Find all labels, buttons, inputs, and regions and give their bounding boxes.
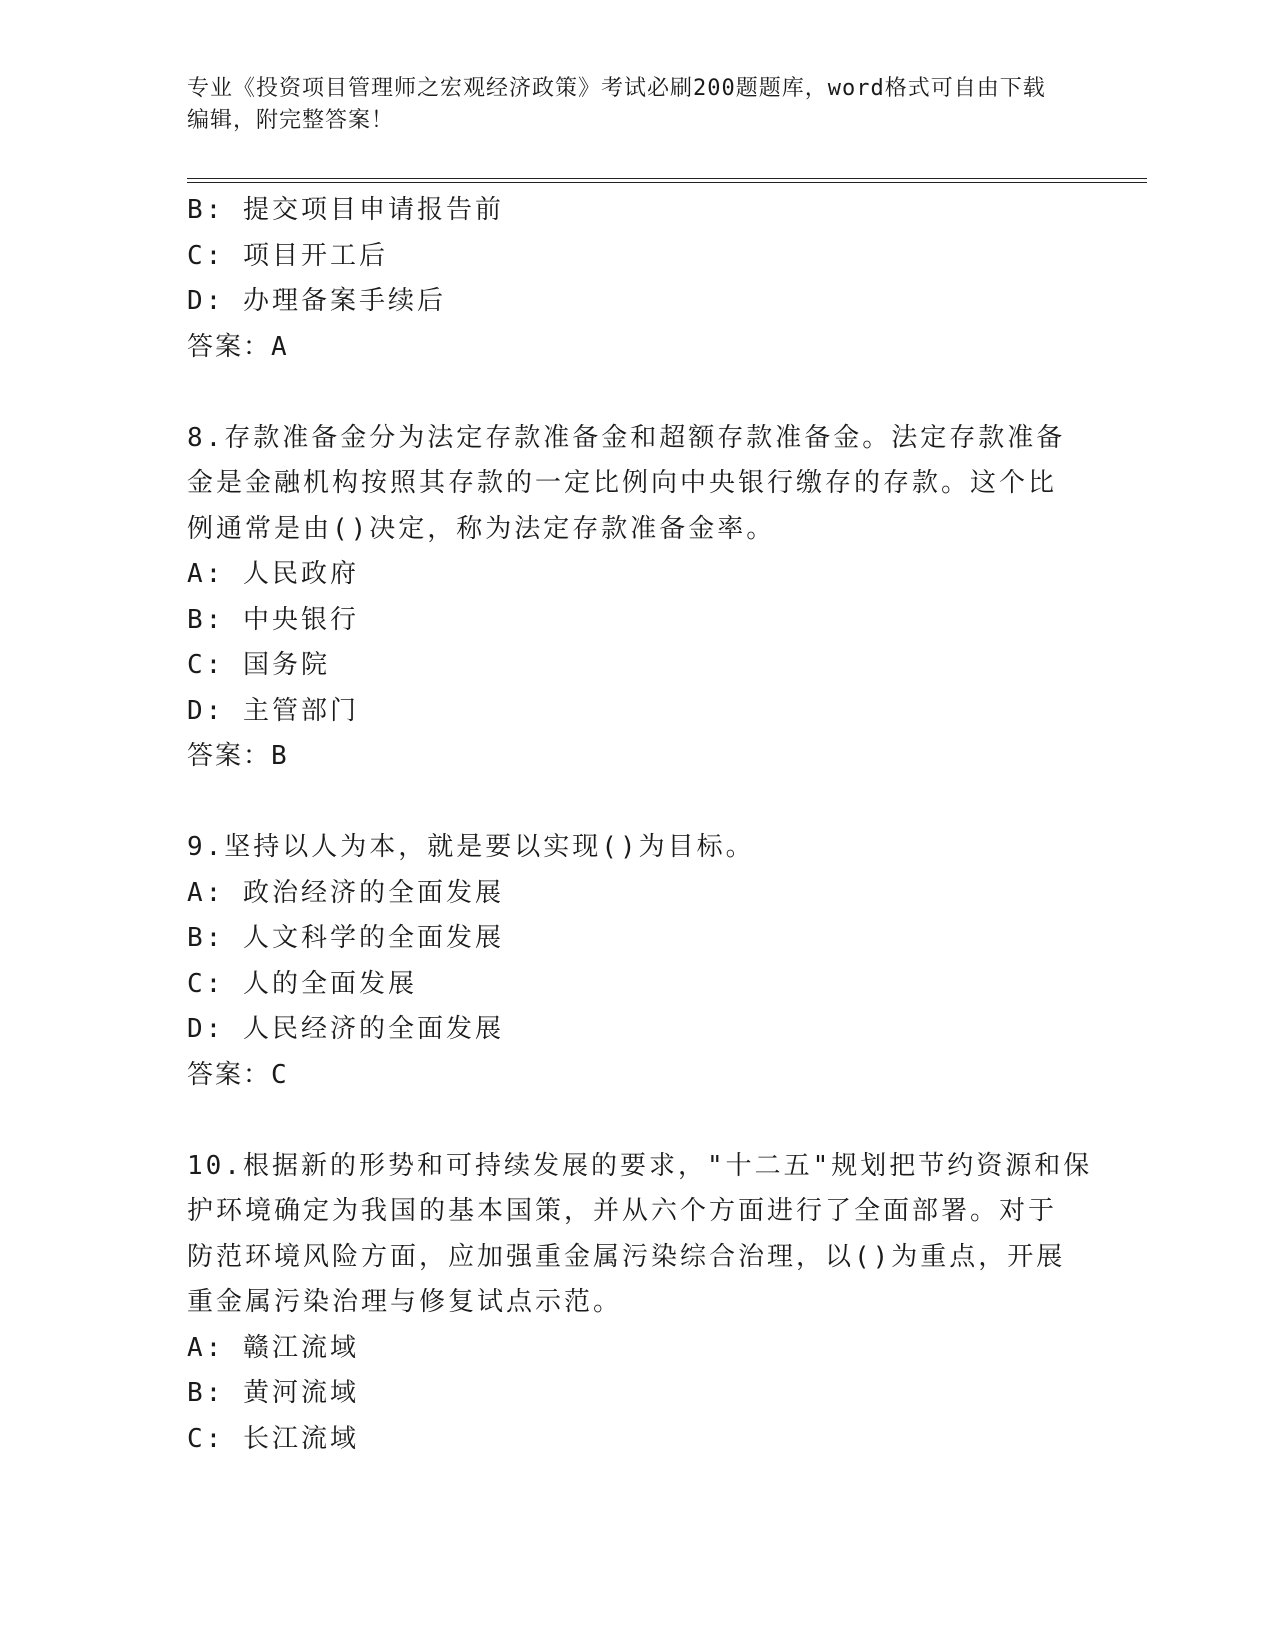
header-divider: [187, 178, 1147, 183]
option-c: C: 长江流域: [187, 1423, 359, 1454]
answer-line: 答案：A: [187, 331, 289, 362]
option-b: B: 提交项目申请报告前: [187, 195, 504, 225]
option-d: D: 办理备案手续后: [187, 286, 446, 316]
option-a: A: 政治经济的全面发展: [187, 877, 504, 908]
question-10-line-4: 重金属污染治理与修复试点示范。: [187, 1287, 623, 1317]
question-8-line-3: 例通常是由()决定，称为法定存款准备金率。: [187, 513, 776, 544]
answer-line: 答案：B: [187, 741, 289, 771]
spacer: [187, 370, 1147, 416]
option-d: D: 人民经济的全面发展: [187, 1014, 504, 1044]
question-10-line-1: 10.根据新的形势和可持续发展的要求，"十二五"规划把节约资源和保: [187, 1150, 1093, 1181]
question-10-line-2: 护环境确定为我国的基本国策，并从六个方面进行了全面部署。对于: [187, 1196, 1058, 1226]
option-d: D: 主管部门: [187, 695, 359, 726]
option-c: C: 项目开工后: [187, 240, 388, 271]
option-b: B: 黄河流域: [187, 1378, 359, 1408]
question-10-line-3: 防范环境风险方面，应加强重金属污染综合治理，以()为重点，开展: [187, 1241, 1066, 1272]
option-a: A: 人民政府: [187, 559, 359, 589]
spacer: [187, 1098, 1147, 1144]
question-content: [187, 188, 1147, 1462]
option-a: A: 赣江流域: [187, 1332, 359, 1363]
option-c: C: 人的全面发展: [187, 968, 417, 999]
spacer: [187, 780, 1147, 826]
question-8-line-1: 8.存款准备金分为法定存款准备金和超额存款准备金。法定存款准备: [187, 422, 1066, 453]
document-header: 专业《投资项目管理师之宏观经济政策》考试必刷200题题库，word格式可自由下载编辑，附完整答案！: [187, 76, 1046, 133]
option-b: B: 人文科学的全面发展: [187, 923, 504, 953]
option-b: B: 中央银行: [187, 604, 359, 635]
question-8-line-2: 金是金融机构按照其存款的一定比例向中央银行缴存的存款。这个比: [187, 468, 1058, 498]
answer-line: 答案：C: [187, 1059, 289, 1090]
question-9-line-1: 9.坚持以人为本，就是要以实现()为目标。: [187, 832, 755, 862]
option-c: C: 国务院: [187, 650, 330, 680]
